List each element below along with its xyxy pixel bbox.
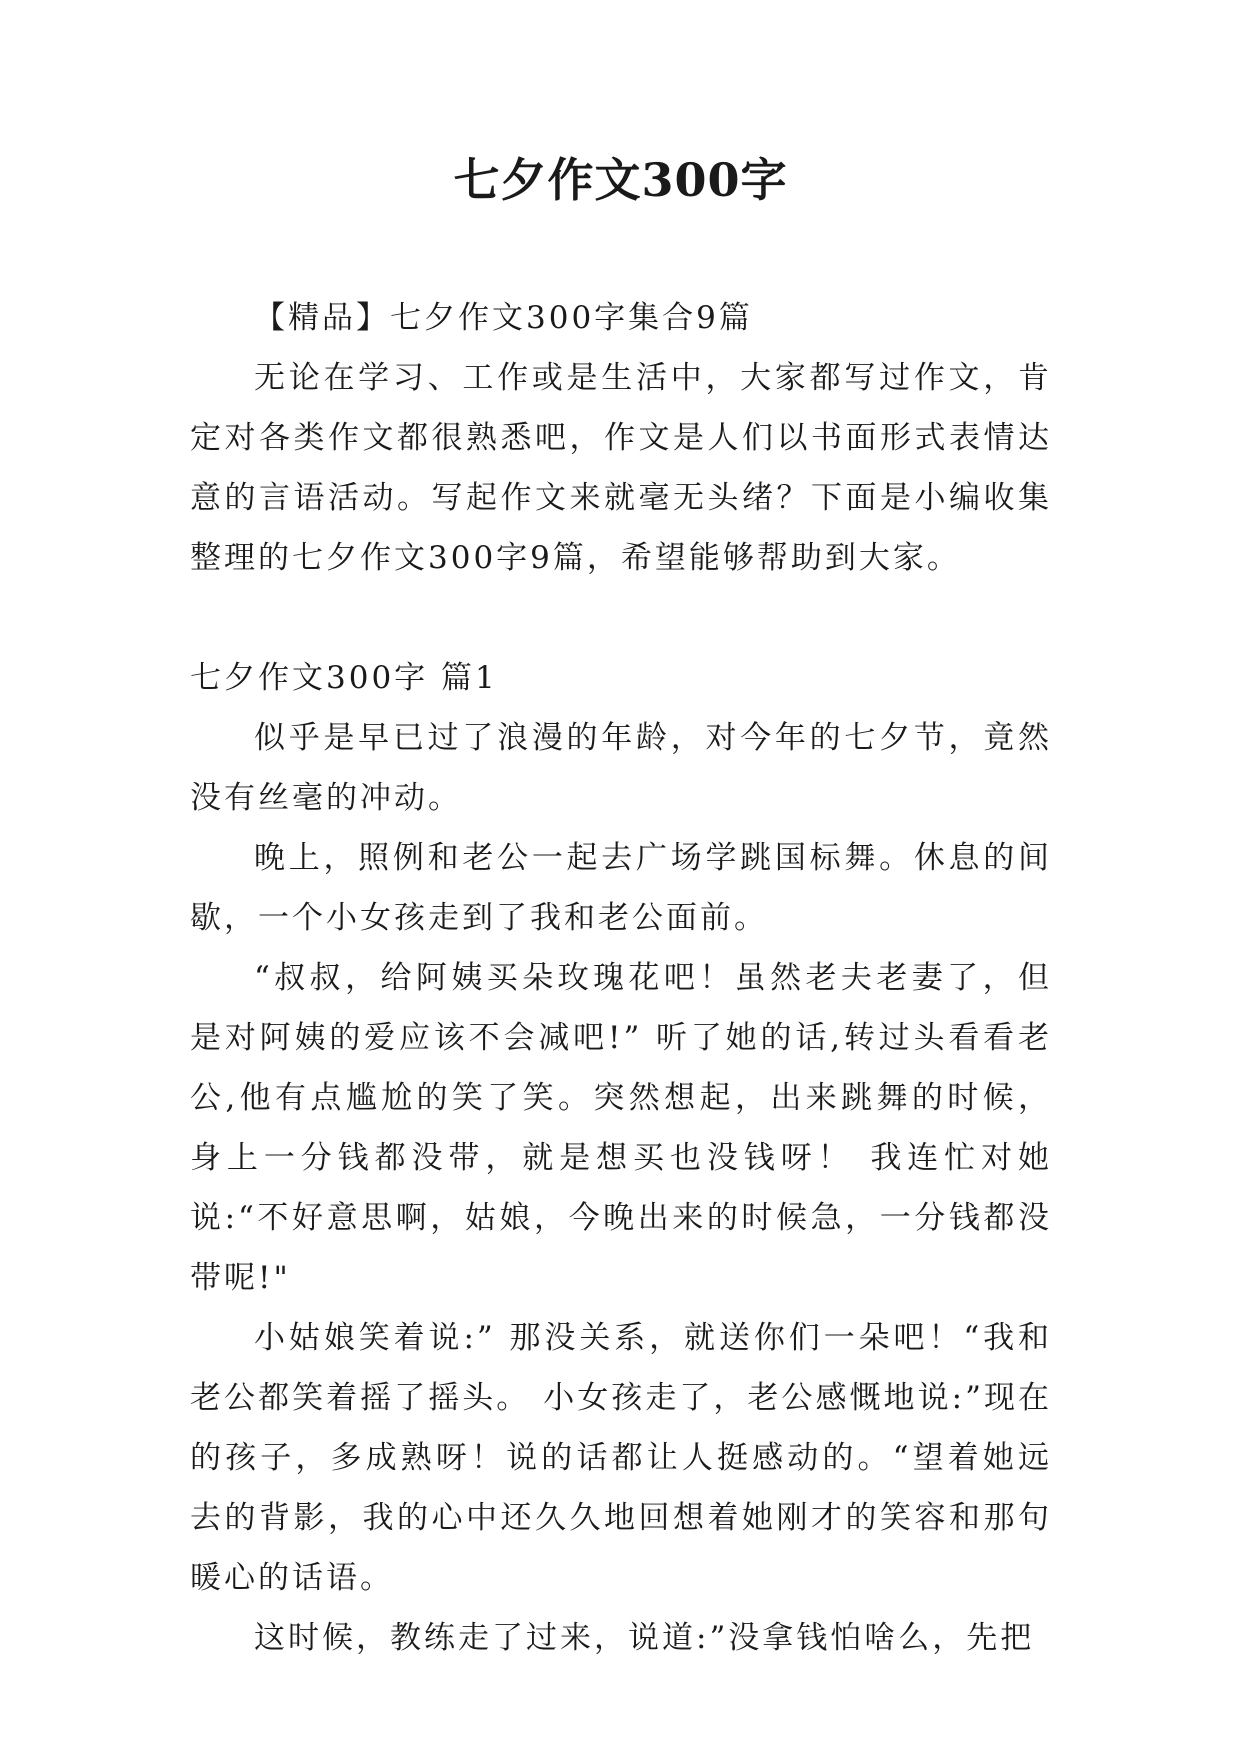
document-body xyxy=(190,288,1052,1668)
section-gap xyxy=(190,588,1052,648)
section-heading: 七夕作文300字 篇1 xyxy=(190,660,498,696)
body-paragraph: 晚上，照例和老公一起去广场学跳国标舞。休息的间歇，一个小女孩走到了我和老公面前。 xyxy=(190,840,1052,936)
body-paragraph: 小姑娘笑着说:” 那没关系，就送你们一朵吧！“我和老公都笑着摇了摇头。 小女孩走了，老公感慨地说:”现在的孩子，多成熟呀！说的话都让人挺感动的。“望着她远去的背影，我的心中还久久地回想着她刚才的笑容和那句暖心的话语。 xyxy=(190,1320,1052,1596)
body-paragraph: “叔叔，给阿姨买朵玫瑰花吧！虽然老夫老妻了，但是对阿姨的爱应该不会减吧!” 听了她的话,转过头看看老公,他有点尴尬的笑了笑。突然想起，出来跳舞的时候，身上一分钱都没带，就是想买也没钱呀！ 我连忙对她说:“不好意思啊，姑娘，今晚出来的时候急，一分钱都没带呢!" xyxy=(190,960,1052,1296)
document-subtitle: 【精品】七夕作文300字集合9篇 xyxy=(254,300,753,336)
intro-paragraph: 无论在学习、工作或是生活中，大家都写过作文，肯定对各类作文都很熟悉吧，作文是人们以书面形式表情达意的言语活动。写起作文来就毫无头绪？下面是小编收集整理的七夕作文300字9篇，希望能够帮助到大家。 xyxy=(190,360,1052,576)
document-title: 七夕作文300字 xyxy=(453,153,788,207)
body-paragraph: 似乎是早已过了浪漫的年龄，对今年的七夕节，竟然没有丝毫的冲动。 xyxy=(190,720,1052,816)
body-paragraph: 这时候，教练走了过来，说道:”没拿钱怕啥么，先把 xyxy=(254,1620,1035,1656)
